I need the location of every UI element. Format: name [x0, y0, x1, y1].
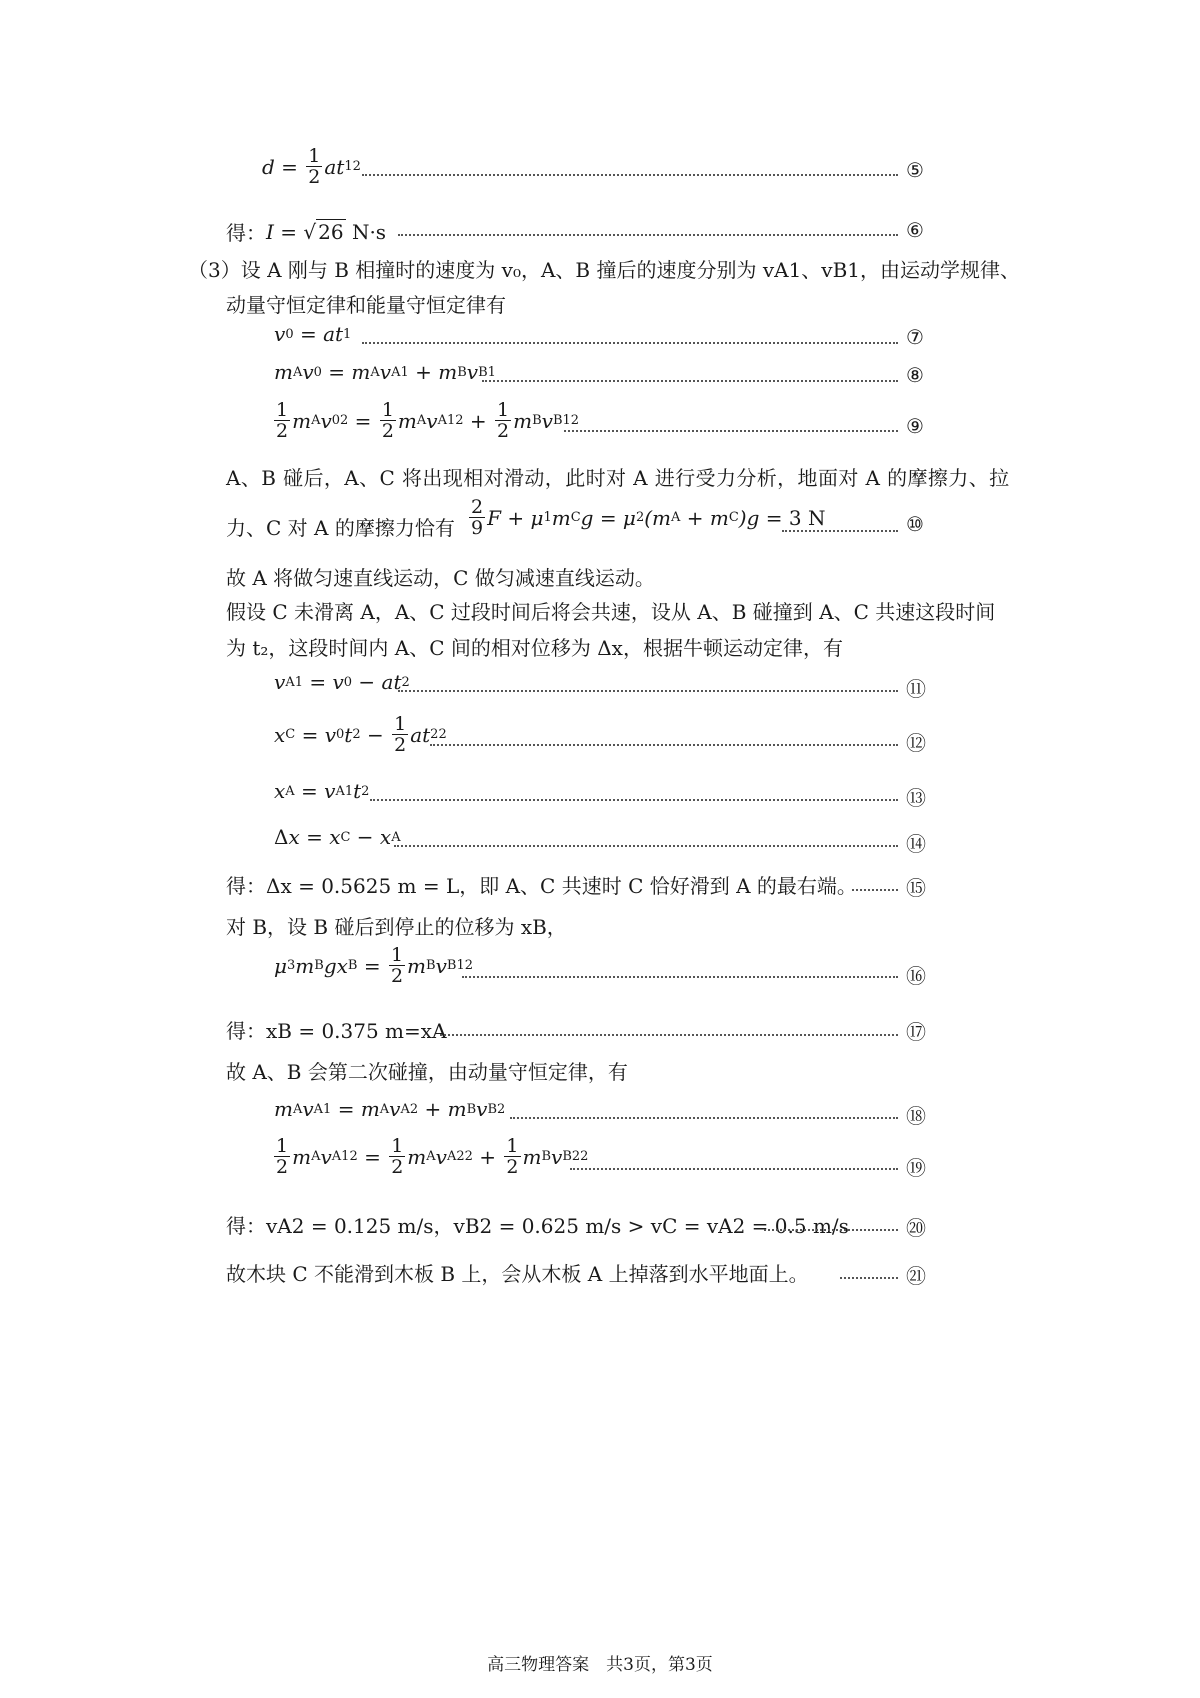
equation-13: x A = v A1 t 2 [274, 779, 370, 803]
page-footer: 高三物理答案 共3页，第3页 [487, 1655, 713, 1675]
equation-number-14: ⑭ [906, 832, 926, 856]
leader-dots [840, 1277, 898, 1279]
equation-12: x C = v 0 t 2 − $\frac{1}{2}$ at 2 2 [274, 713, 447, 756]
equation-number-20: ⑳ [906, 1216, 926, 1240]
leader-dots [394, 845, 898, 847]
part3-intro-line1: （3）设 A 刚与 B 相撞时的速度为 v₀，A、B 撞后的速度分别为 vA1、vB1，由运动学规律、 [188, 258, 1021, 282]
equation-7: v 0 = at 1 [274, 322, 352, 346]
equation-number-21: ㉑ [906, 1264, 926, 1288]
equation-number-17: ⑰ [906, 1020, 926, 1044]
after-collision-line1: A、B 碰后，A、C 将出现相对滑动，此时对 A 进行受力分析，地面对 A 的摩擦力、拉 [226, 466, 1010, 490]
for-b-text: 对 B，设 B 碰后到停止的位移为 xB， [226, 915, 567, 939]
result-17: 得：xB = 0.375 m=xA [226, 1019, 447, 1043]
equation-11: v A1 = v 0 − at 2 [274, 670, 410, 694]
equation-9: $\frac{1}{2}$ m A v 0 2 = $\frac{1}{2}$ m A v A1 2 + $\frac{1}{2}$ m B v B1 2 [276, 399, 580, 442]
assumption-line2: 为 t₂，这段时间内 A、C 间的相对位移为 Δx，根据牛顿运动定律，有 [226, 636, 843, 660]
equation-number-5: ⑤ [906, 158, 924, 182]
equation-number-13: ⑬ [906, 786, 926, 810]
equation-8: m A v 0 = m A v A1 + m B v B1 [274, 360, 496, 384]
leader-dots [398, 690, 898, 692]
equation-number-12: ⑫ [906, 731, 926, 755]
leader-dots [510, 1117, 898, 1119]
equation-number-6: ⑥ [906, 218, 924, 242]
equation-number-18: ⑱ [906, 1104, 926, 1128]
equation-number-8: ⑧ [906, 363, 924, 387]
part3-intro-line2: 动量守恒定律和能量守恒定律有 [226, 293, 506, 317]
equation-number-19: ⑲ [906, 1156, 926, 1180]
leader-dots [852, 889, 898, 891]
leader-dots [362, 342, 898, 344]
equation-number-10: ⑩ [906, 512, 924, 536]
leader-dots [362, 174, 898, 176]
leader-dots [782, 530, 898, 532]
leader-dots [570, 1168, 898, 1170]
leader-dots [462, 976, 898, 978]
result-20: 得：vA2 = 0.125 m/s，vB2 = 0.625 m/s > vC = vA2 = 0.5 m/s [226, 1214, 849, 1238]
equation-6: 得： I = √ 26 N·s [226, 219, 387, 245]
equation-number-7: ⑦ [906, 325, 924, 349]
uniform-motion-text: 故 A 将做匀速直线运动，C 做匀减速直线运动。 [226, 566, 655, 590]
equation-number-11: ⑪ [906, 677, 926, 701]
leader-dots [764, 1229, 898, 1231]
leader-dots [482, 380, 898, 382]
leader-dots [370, 799, 898, 801]
equation-5: d = $\frac{1}{2}$ at 1 2 [262, 145, 361, 188]
equation-number-15: ⑮ [906, 876, 926, 900]
result-15: 得：Δx = 0.5625 m = L，即 A、C 共速时 C 恰好滑到 A 的最右端。 [226, 874, 857, 898]
second-collision-text: 故 A、B 会第二次碰撞，由动量守恒定律，有 [226, 1060, 628, 1084]
equation-18: m A v A1 = m A v A2 + m B v B2 [274, 1097, 506, 1121]
equation-14: Δ x = x C − x A [274, 825, 401, 849]
equation-number-9: ⑨ [906, 414, 924, 438]
conclusion-text: 故木块 C 不能滑到木板 B 上，会从木板 A 上掉落到水平地面上。 [226, 1262, 809, 1286]
assumption-line1: 假设 C 未滑离 A，A、C 过段时间后将会共速，设从 A、B 碰撞到 A、C 共速这段时间 [226, 600, 996, 624]
leader-dots [430, 744, 898, 746]
leader-dots [398, 234, 898, 236]
leader-dots [440, 1034, 898, 1036]
equation-16: μ 3 m B gx B = $\frac{1}{2}$ m B v B1 2 [274, 944, 473, 987]
equation-10: $\frac{2}{9}$ F + μ 1 m C g = μ 2 (m A + m C )g = 3 N [471, 496, 826, 539]
equation-19: $\frac{1}{2}$ m A v A1 2 = $\frac{1}{2}$ m A v A2 2 + $\frac{1}{2}$ m B v B2 2 [276, 1135, 589, 1178]
leader-dots [564, 430, 898, 432]
equation-number-16: ⑯ [906, 964, 926, 988]
after-collision-line2: 力、C 对 A 的摩擦力恰有 [226, 516, 455, 540]
